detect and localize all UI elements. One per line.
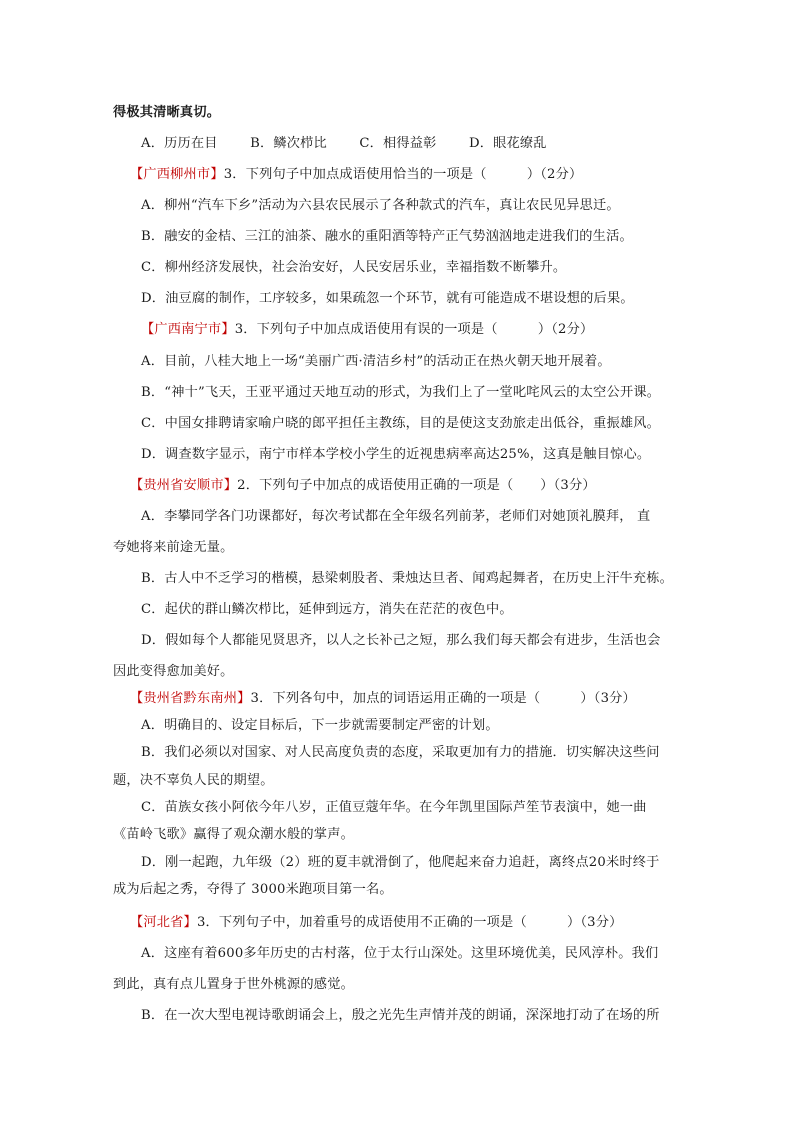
option-line: D．油豆腐的制作，工序较多，如果疏忽一个环节，就有可能造成不堪设想的后果。 xyxy=(141,291,634,306)
option-line: A．李攀同学各门功课都好，每次考试都在全年级名列前茅，老师们对她顶礼膜拜， 直 xyxy=(141,509,651,524)
question-stem xyxy=(130,476,596,496)
option-line: A．目前，八桂大地上一场“美丽广西·清洁乡村”的活动正在热火朝天地开展着。 xyxy=(141,354,611,369)
option-line: C．起伏的群山鳞次栉比，延伸到远方，消失在茫茫的夜色中。 xyxy=(141,602,513,617)
region-label: 【广西柳州市】 xyxy=(130,167,224,182)
option-line: D．假如每个人都能见贤思齐，以人之长补己之短，那么我们每天都会有进步，生活也会 xyxy=(141,633,661,648)
option-line: B．融安的金桔、三江的油茶、融水的重阳酒等特产正气势汹汹地走进我们的生活。 xyxy=(141,229,633,244)
option-line: C．中国女排聘请家喻户晓的郎平担任主教练，目的是使这支劲旅走出低谷，重振雄风。 xyxy=(141,416,661,431)
option-line: D．调查数字显示，南宁市样本学校小学生的近视患病率高达25%，这真是触目惊心。 xyxy=(141,447,651,462)
option-line-continued: 因此变得愈加美好。 xyxy=(113,664,234,679)
stem-text: 3．下列各句中，加点的词语运用正确的一项是（ ）（3分） xyxy=(250,691,636,706)
intro-option-d: D．眼花缭乱 xyxy=(468,136,547,151)
option-line: B．古人中不乏学习的楷模，悬梁刺股者、秉烛达旦者、闻鸡起舞者，在历史上汗牛充栋。 xyxy=(141,571,673,586)
option-line-continued: 成为后起之秀，夺得了 3000米跑项目第一名。 xyxy=(113,882,393,897)
option-line: C．苗族女孩小阿依今年八岁，正值豆蔻年华。在今年凯里国际芦笙节表演中，她一曲 xyxy=(141,800,647,815)
option-line: A．柳州“汽车下乡”活动为六县农民展示了各种款式的汽车，真让农民见异思迁。 xyxy=(141,198,620,213)
option-line: B．在一次大型电视诗歌朗诵会上，殷之光先生声情并茂的朗诵，深深地打动了在场的所 xyxy=(141,1008,660,1023)
option-line-continued: 《苗岭飞歌》赢得了观众潮水般的掌声。 xyxy=(113,827,354,842)
option-line-continued: 夸她将来前途无量。 xyxy=(113,540,234,555)
question-stem xyxy=(130,913,623,933)
intro-options xyxy=(141,134,575,154)
option-line: C．柳州经济发展快，社会治安好，人民安居乐业，幸福指数不断攀升。 xyxy=(141,260,567,275)
stem-text: 3．下列句子中加点成语使用有误的一项是（ ）（2分） xyxy=(234,322,594,337)
region-label: 【贵州省安顺市】 xyxy=(130,478,238,493)
option-line: A．明确目的、设定目标后，下一步就需要制定严密的计划。 xyxy=(141,718,499,733)
stem-text: 3．下列句子中，加着重号的成语使用不正确的一项是（ ）（3分） xyxy=(196,915,623,930)
intro-option-c: C．相得益彰 xyxy=(359,136,437,151)
question-stem xyxy=(130,689,636,709)
region-label: 【河北省】 xyxy=(130,915,197,930)
stem-text: 3．下列句子中加点成语使用恰当的一项是（ ）（2分） xyxy=(223,167,583,182)
region-label: 【广西南宁市】 xyxy=(141,322,235,337)
intro-line: 得极其清晰真切。 xyxy=(113,105,221,120)
option-line-continued: 到此，真有点儿置身于世外桃源的感觉。 xyxy=(113,977,354,992)
option-line-continued: 题，决不辜负人民的期望。 xyxy=(113,773,274,788)
stem-text: 2．下列句子中加点的成语使用正确的一项是（ ）（3分） xyxy=(237,478,596,493)
option-line: A．这座有着600多年历史的古村落，位于太行山深处。这里环境优美，民风淳朴。我们 xyxy=(141,946,659,961)
region-label: 【贵州省黔东南州】 xyxy=(130,691,251,706)
intro-option-a: A．历历在目 xyxy=(141,136,218,151)
option-line: D．刚一起跑，九年级（2）班的夏丰就滑倒了，他爬起来奋力追赶，离终点20米时终于 xyxy=(141,855,660,870)
option-line: B．我们必须以对国家、对人民高度负责的态度，采取更加有力的措施．切实解决这些问 xyxy=(141,745,660,760)
question-stem xyxy=(141,320,593,340)
question-stem xyxy=(130,165,582,185)
intro-option-b: B．鳞次栉比 xyxy=(250,136,327,151)
option-line: B．“神十”飞天，王亚平通过天地互动的形式，为我们上了一堂叱咤风云的太空公开课。 xyxy=(141,385,661,400)
